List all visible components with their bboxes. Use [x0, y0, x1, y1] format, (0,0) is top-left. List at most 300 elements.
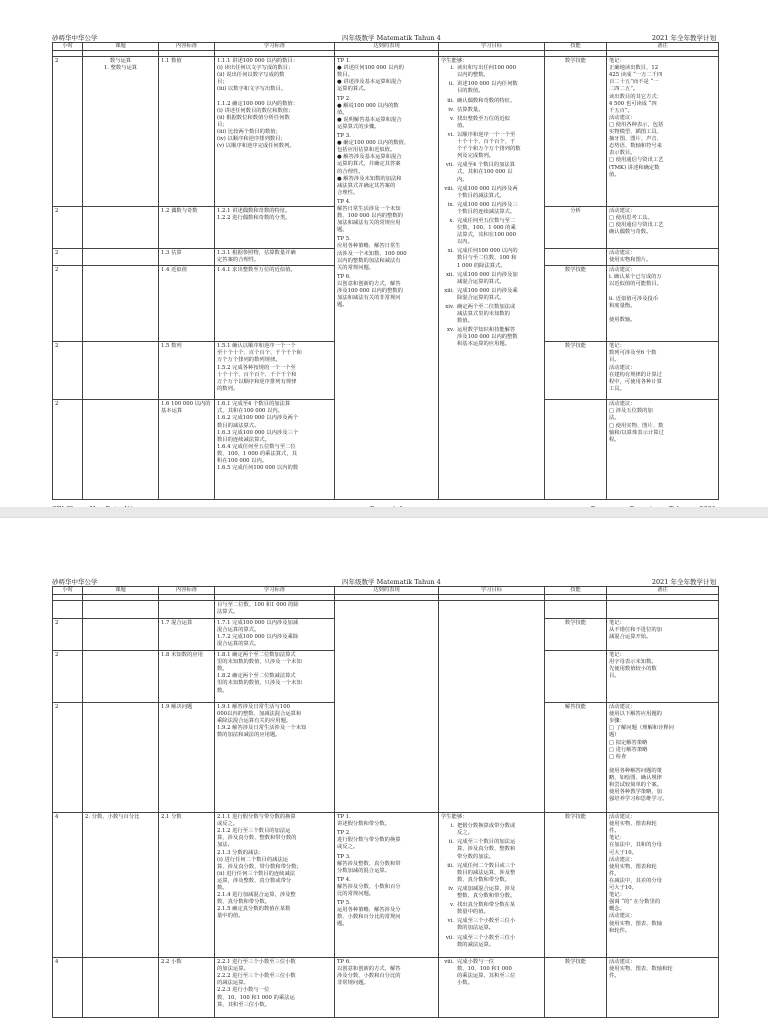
learning-standard-cell [215, 342, 335, 400]
objective-line: 运用数学知识和技能解答 [457, 327, 516, 334]
objective-line: 1 000 的除法算式。 [457, 262, 506, 269]
performance-cell [335, 57, 439, 500]
objective-text [457, 186, 518, 200]
standard-line: 2.2.2 进行至三个小数至三位小数 [217, 973, 296, 980]
standard-line: (ii) 进行任何三个数目的连续减法 [217, 870, 296, 877]
standard-line: 十个十个、百个百个、千个千个和 [217, 371, 297, 378]
performance-line: 运算的算式。 [337, 86, 369, 93]
objective-item [441, 959, 542, 987]
standard-line: 式，其和在100 000 以内。 [217, 408, 283, 415]
skill-cell: 数学技能 [545, 619, 607, 651]
learning-standard-cell [215, 619, 335, 651]
content-standard-cell: 1.7 混合运算 [159, 619, 215, 651]
objectives-cell [439, 601, 545, 813]
topic-cell [83, 342, 159, 400]
header-school: 砂哢华中华公学 [52, 34, 98, 42]
objective-number: xiii. [444, 287, 454, 294]
performance-line: 涉及100 000 以内的整数的 [337, 288, 403, 294]
objective-text [457, 886, 515, 900]
objective-line: 数的加法运算。 [457, 925, 495, 932]
standard-line: 的加法运算。 [217, 966, 249, 973]
notes-cell [607, 342, 719, 400]
content-standard-cell: 1.3 估算 [159, 249, 215, 266]
objectives-cell [439, 958, 545, 1018]
objective-text [457, 304, 515, 325]
objective-item [441, 823, 542, 837]
standard-line: 2.1.2 进行至三个数目的加法运 [217, 828, 291, 835]
topic-cell [83, 249, 159, 266]
learning-standard-cell [215, 958, 335, 1018]
objective-line: 个数目的连续减法算式。 [457, 208, 516, 215]
standard-line: (iii) 比较两个数目的数值； [217, 129, 281, 136]
objective-number: 学生能够： [441, 814, 468, 821]
skill-cell: 分析 [545, 207, 607, 249]
note-line: i. 确认某个已写成的万 [609, 274, 662, 281]
objective-line: 完成100 000 以内涉及乘 [457, 287, 518, 294]
note-line: □ 拟定解答策略 [609, 739, 648, 746]
objective-item [441, 202, 542, 216]
note-line: 425 读成 “一万二千四 [609, 72, 663, 79]
performance-level [337, 814, 436, 828]
table-header-row [53, 587, 719, 595]
learning-standard-cell [215, 651, 335, 703]
objective-number: vii. [445, 934, 454, 941]
objective-number: ii. [448, 839, 454, 846]
objective-line: 数目与至二位数、100 和 [457, 255, 517, 262]
header-plan: 2021 年全年教学计划 [651, 34, 716, 42]
note-line: 可大于10。 [609, 885, 637, 892]
topic-cell [83, 703, 159, 813]
objective-line: 完成任何100 000 以内的 [457, 248, 518, 255]
standard-line: 算，涉及真分数、整数和带分数的 [217, 835, 297, 842]
objective-number: vii. [445, 162, 454, 169]
note-line: 笔记： [609, 343, 625, 350]
objective-item [441, 162, 542, 183]
performance-line: ● 解说100 000 以内的数 [337, 102, 399, 109]
objective-text [457, 918, 515, 932]
objective-text [457, 935, 515, 949]
note-line: 活动建议： [609, 856, 636, 863]
standard-line: 1.6.3 完成100 000 以内涉及三个 [217, 429, 299, 436]
topic-cell [83, 400, 159, 500]
topic-cell [83, 57, 159, 207]
objective-line: 减法算式里的未知数的 [457, 311, 510, 318]
note-line: 笔记： [609, 652, 625, 659]
objective-line: 目的数值。 [457, 88, 484, 95]
objective-number: iv. [448, 106, 454, 113]
note-line: 强调 “的” 在分数里的 [609, 899, 661, 906]
note-line: 使用实物、图表、数轴 [609, 920, 662, 927]
objective-line: 数、真分数和带分数。 [457, 876, 510, 883]
performance-line: 数、小数和百分比的常规问 [337, 914, 401, 921]
objective-number: ii. [448, 81, 454, 88]
performance-level [337, 236, 436, 271]
objective-number: vi. [447, 131, 454, 138]
performance-line: 运算的算式，并确定其答案 [337, 161, 401, 168]
page-header [52, 33, 716, 42]
objective-number: i. [450, 65, 454, 72]
performance-line: 比的常规问题。 [337, 891, 375, 898]
note-line: □ 使用实物、图片、数 [609, 422, 664, 429]
standard-line: 混合运算的算式。 [217, 627, 260, 634]
week-cell [53, 601, 83, 619]
standard-line: 乘除法混合运算有关的应用题。 [217, 718, 292, 725]
standard-line: 量中的值。 [217, 913, 244, 920]
objective-line: 小数。 [457, 980, 473, 987]
note-line: 件。 [609, 870, 620, 877]
note-line: 和尝试较简单的个案。 [609, 782, 662, 789]
objective-line: 完成至4 个数目的加法算 [457, 162, 516, 169]
standard-line: 1.7.1 完成100 000 以内涉及加减 [217, 620, 299, 627]
note-line: 活动建议： [609, 267, 636, 274]
objective-line: 值。 [457, 122, 468, 129]
header-school: 砂哢华中华公学 [52, 578, 98, 586]
objective-line: 反之。 [457, 830, 473, 837]
standard-line: 万个万个以顺序和逆序排列有规律 [217, 378, 297, 385]
objective-text [457, 116, 510, 130]
objective-text [457, 839, 515, 860]
notes-cell [607, 703, 719, 813]
objective-line: 数、10、100 和1 000 [457, 966, 512, 973]
skill-cell [545, 601, 607, 619]
performance-line: 解答涉及整数、真分数和带 [337, 860, 401, 867]
objectives-title: 学生能够： [441, 58, 468, 65]
standard-line: 里的未知数的数值，只涉及一个未知 [217, 659, 302, 666]
header-subject: 四年级数学 Matematik Tahun 4 [342, 34, 441, 42]
objective-line: 式，其和在100 000 以 [457, 169, 513, 176]
page-header [52, 577, 716, 586]
content-standard-cell: 1.4 近似值 [159, 266, 215, 342]
standard-line: 1.6.2 完成100 000 以内涉及两个 [217, 415, 299, 422]
standard-line: 的减法运算。 [217, 980, 249, 987]
week-cell: 2 [53, 266, 83, 342]
performance-line: 加法和减法有关的常规应用 [337, 220, 401, 227]
objective-number: v. [449, 902, 454, 909]
standard-line: 混合运算的算式。 [217, 641, 260, 648]
skill-cell: 数学技能 [545, 958, 607, 1018]
objective-item [441, 839, 542, 860]
week-cell: 2 [53, 651, 83, 703]
skill-cell [545, 400, 607, 500]
topic-line: 2. 分数、小数与百分比 [85, 814, 140, 821]
week-cell: 2 [53, 249, 83, 266]
performance-line: 题。 [337, 921, 348, 928]
objective-line: 读出和写出任何100 000 [457, 65, 516, 72]
note-line: 活动建议： [609, 913, 636, 920]
topic-line: 数与运算 [109, 58, 132, 65]
standard-line: 1.6.1 完成至4 个数目的加法算 [217, 401, 291, 408]
performance-level-label: TP 6. [337, 273, 351, 280]
objective-line: 确定两个至二位数加法或 [457, 304, 516, 310]
note-line: 先使用数值较小的数 [609, 666, 657, 673]
objective-item [441, 81, 542, 95]
standard-line: 数目的减法算式。 [217, 422, 260, 429]
notes-cell [607, 619, 719, 651]
standard-line: (iii) 以数字和文字写出数目。 [217, 86, 287, 93]
objective-number: iv. [448, 885, 454, 892]
note-line: 题） [609, 732, 620, 739]
objective-number: iii. [447, 97, 454, 104]
skill-cell: 数学技能 [545, 342, 607, 400]
performance-level-label: TP 6. [337, 959, 351, 966]
performance-cell [335, 813, 439, 958]
note-line: ii. 近似值可涉及投币 [609, 295, 659, 302]
note-line: 概念。 [609, 906, 625, 913]
objective-text [457, 902, 515, 916]
standard-line: 数的加法和减法的应用题。 [217, 732, 281, 739]
performance-line: 的合理性。 [337, 168, 364, 175]
note-line: 表示数目。 [609, 150, 636, 157]
objective-number: viii. [444, 185, 454, 192]
performance-line: 进行假分数与带分数的换算 [337, 837, 401, 844]
objective-line: 算，涉及真分数、整数和 [457, 846, 516, 853]
standard-line: 目； [217, 79, 228, 86]
standard-line: 积在100 000 以内。 [217, 458, 268, 465]
objective-line: 估算数量。 [457, 106, 484, 113]
objective-line: 减混合运算的算式。 [457, 278, 505, 285]
note-line: 使用各种教学策略，加 [609, 789, 662, 796]
standard-line: 1.4.1 求出整数至万位的近似值。 [217, 267, 296, 274]
table-header-row [53, 43, 719, 51]
objective-line: 完成至三个小数至三位小 [457, 918, 516, 925]
note-line: 使用实物和图片。 [609, 257, 652, 264]
objective-line: 整数、真分数和带分数。 [457, 893, 516, 900]
notes-cell [607, 207, 719, 249]
note-line: 使用实物、图表和轮 [609, 863, 657, 870]
performance-cell [335, 601, 439, 813]
standard-line: (iv) 以顺序和逆序排列数目； [217, 136, 286, 143]
col-hours: 小时 [53, 587, 83, 595]
standard-line: 定答案的合理性。 [217, 257, 260, 264]
standard-line: 1.2.1 讲述偶数和奇数的特征。 [217, 208, 291, 215]
topic-cell [83, 958, 159, 1018]
performance-line: 加法和减法有关的非常规问 [337, 295, 401, 302]
col-topic: 课题 [83, 43, 159, 51]
performance-line: ● 说明解答基本运算和混合 [337, 116, 402, 123]
week-cell: 2 [53, 207, 83, 249]
header-plan: 2021 年全年教学计划 [651, 578, 716, 586]
objective-line: 找出真分数和带分数在某 [457, 902, 516, 909]
note-line: 强培养学习和思维学习。 [609, 796, 668, 803]
standard-line: 1.5.1 确认以顺序和逆序一个一个 [217, 343, 296, 350]
standard-line: 数、真分数和带分数。 [217, 899, 270, 906]
week-cell: 2 [53, 342, 83, 400]
performance-level-label: TP 5. [337, 236, 351, 243]
objective-text [457, 288, 518, 302]
objective-line: 以顺序和逆序一个一个至 [457, 131, 516, 138]
objective-text [457, 132, 521, 160]
notes-cell [607, 249, 719, 266]
objective-line: 列及完成数列。 [457, 153, 495, 160]
note-line: □ 使用通信与资讯工艺 [609, 222, 664, 229]
objective-number: xiv. [445, 304, 454, 310]
col-performance: 达到的表现 [335, 43, 439, 51]
note-line [609, 289, 716, 296]
note-line: 活动建议： [609, 704, 636, 711]
note-line: 工具。 [609, 385, 625, 392]
performance-line: ● 解答涉及未知数的加法和 [337, 175, 402, 182]
objective-text [457, 272, 518, 286]
performance-line: 运算算式的步骤。 [337, 123, 380, 130]
header-subject: 四年级数学 Matematik Tahun 4 [342, 578, 441, 586]
notes-cell [607, 400, 719, 500]
week-cell: 4 [53, 958, 83, 1018]
note-line: 确认偶数与奇数。 [609, 229, 652, 236]
performance-line: ● 讲述涉及基本运算和混合 [337, 79, 402, 86]
note-line: 活动建议： [609, 364, 636, 371]
performance-level [337, 877, 436, 898]
standard-line: 2.1.4 进行加减混合运算，涉及整 [217, 892, 296, 899]
objective-line: 的乘法运算，其积至三位 [457, 973, 516, 980]
note-line: 目。 [609, 673, 620, 680]
performance-level-label: TP 2. [337, 830, 351, 837]
performance-line: 分数加减的混合运算。 [337, 867, 390, 874]
notes-cell [607, 57, 719, 207]
note-line: 在加法中，其和的分母 [609, 842, 662, 849]
note-line: 4 500 也可读成 “四 [609, 100, 657, 107]
performance-line: ● 讲述任何100 000 以内的 [337, 65, 404, 72]
objective-text [457, 81, 518, 95]
performance-level [337, 199, 436, 234]
objective-line: 完成100 000 以内涉及加 [457, 271, 518, 278]
note-line: 值。 [609, 171, 620, 178]
note-line: 笔记： [609, 58, 625, 65]
performance-line: 讲述假分数和带分数。 [337, 821, 390, 828]
note-line: 用字母表示未知数。 [609, 659, 657, 666]
objective-item [441, 886, 542, 900]
standard-line: 1.5.2 完成各种按规的一个一个至 [217, 364, 296, 371]
learning-standard-cell [215, 57, 335, 207]
objective-text [457, 107, 484, 114]
note-line: □ 进行解答策略 [609, 746, 648, 753]
objective-text [457, 959, 515, 987]
performance-level [337, 274, 436, 309]
skill-cell: 数学技能 [545, 57, 607, 207]
objective-line: 带分数的加法。 [457, 853, 495, 860]
table-row [53, 813, 719, 958]
note-line: 使用以下解答应用题的 [609, 711, 662, 718]
note-line: 轴和/以算珠表示计算过 [609, 429, 664, 436]
objective-line: 完成至三个小数至三位小 [457, 934, 516, 941]
col-notes: 备注 [607, 43, 719, 51]
note-line: 正确地读出数目，12 [609, 65, 659, 72]
note-line: □ 涉及五位数的加 [609, 408, 653, 415]
performance-level-label: TP 4. [337, 198, 351, 205]
objective-item [441, 814, 542, 821]
standard-line: 或反之。 [217, 821, 239, 828]
objective-text [457, 823, 515, 837]
objective-line: 位数、100、1 000 的乘 [457, 225, 516, 232]
objective-number: v. [449, 115, 454, 122]
standard-line: 1.2.2 进行偶数和奇数的分类。 [217, 215, 291, 222]
note-line: 法。 [609, 415, 620, 422]
standard-line: 数目的连续减法算式。 [217, 436, 270, 443]
note-line: 百二十五”而不是 “一 [609, 79, 659, 86]
standard-line: 1.8.2 确定两个至二位数减法算式 [217, 673, 296, 680]
performance-level-label: TP 4. [337, 876, 351, 883]
objective-line: 完成100 000 以内涉及三 [457, 201, 518, 208]
col-skill: 技能 [545, 43, 607, 51]
lesson-plan-table [52, 42, 719, 500]
performance-line: 以内的整数的加法和减法有 [337, 257, 401, 264]
standard-line: 2.1.5 确定真分数的数值在某数 [217, 906, 291, 913]
learning-standard-cell [215, 207, 335, 249]
objective-line: 以内的整数。 [457, 72, 489, 79]
col-hours: 小时 [53, 43, 83, 51]
performance-line: 活涉及一个未知数、100 000 [337, 250, 407, 257]
skill-cell [545, 651, 607, 703]
objective-line: 确认偶数和奇数的特征。 [457, 97, 516, 104]
standard-line: 1.9.1 解答涉及日常生活与100 [217, 704, 290, 711]
col-performance: 达到的表现 [335, 587, 439, 595]
content-standard-cell: 1.6 100 000 以内的基本运算 [159, 400, 215, 500]
objective-item [441, 935, 542, 949]
performance-cell [335, 958, 439, 1018]
topic-cell [83, 651, 159, 703]
note-line: 活动建议： [609, 959, 636, 966]
note-line: 件。 [609, 973, 620, 980]
objective-item [441, 304, 542, 325]
performance-level [337, 959, 436, 987]
standard-line: 1.9.2 解答涉及日常生活涉及一个未知 [217, 725, 307, 732]
standard-line: 1.6.5 完成任何100 000 以内的数 [217, 465, 299, 472]
col-objective: 学习目标 [439, 587, 545, 595]
objective-text [457, 248, 518, 269]
notes-cell [607, 601, 719, 619]
skill-cell: 解答技能 [545, 703, 607, 813]
note-line: □ 了解问题（理解和诠释问 [609, 725, 674, 732]
objectives-cell [439, 813, 545, 958]
standard-line: (ii) 说出任何以数字写成的数 [217, 72, 285, 79]
performance-level-label: TP 2. [337, 95, 351, 102]
objective-line: 和基本运算的应用题。 [457, 341, 510, 348]
note-line: 活动建议： [609, 814, 636, 821]
objective-item [441, 186, 542, 200]
objective-item [441, 902, 542, 916]
performance-line: 或反之。 [337, 844, 359, 851]
standard-line: 法算式。 [217, 609, 239, 616]
standard-line: 1.6.4 完成任何至五位数与至二位 [217, 443, 296, 450]
note-line: □ 使用思考工具。 [609, 215, 653, 222]
note-line: 使用实物、图表、数轴和轮 [609, 966, 673, 973]
performance-line: 题。 [337, 302, 348, 309]
standard-line: 万个万个排列的数列规律。 [217, 357, 281, 364]
performance-level [337, 830, 436, 851]
content-standard-cell: 2.2 小数 [159, 958, 215, 1018]
note-line [609, 761, 716, 768]
notes-cell [607, 813, 719, 958]
objective-item [441, 918, 542, 932]
objective-number: xii. [445, 271, 454, 278]
objective-number: x. [449, 217, 454, 224]
note-line: 活动建议： [609, 250, 636, 257]
performance-line: 减法算式并确定其答案的 [337, 182, 396, 189]
objective-line: 除混合运算的算式。 [457, 294, 505, 301]
objective-line: 数目的减法运算，涉及整 [457, 869, 516, 876]
col-objective: 学习目标 [439, 43, 545, 51]
standard-line: 加法。 [217, 842, 233, 849]
standard-line: 数。 [217, 687, 228, 694]
note-line: 从不错位和不进位的加 [609, 627, 662, 634]
standard-line: 至十个十个、百个百个、千个千个和 [217, 350, 302, 357]
objective-number: vi. [447, 918, 454, 925]
objective-line: 完成小数与一位 [457, 959, 495, 966]
objective-item [441, 327, 542, 348]
learning-standard-cell [215, 601, 335, 619]
performance-line: 包括应用估算和近似值。 [337, 147, 396, 154]
standard-line: (i) 讲述任何数目的数位和数值； [217, 107, 294, 114]
performance-line: 合理性。 [337, 189, 359, 196]
